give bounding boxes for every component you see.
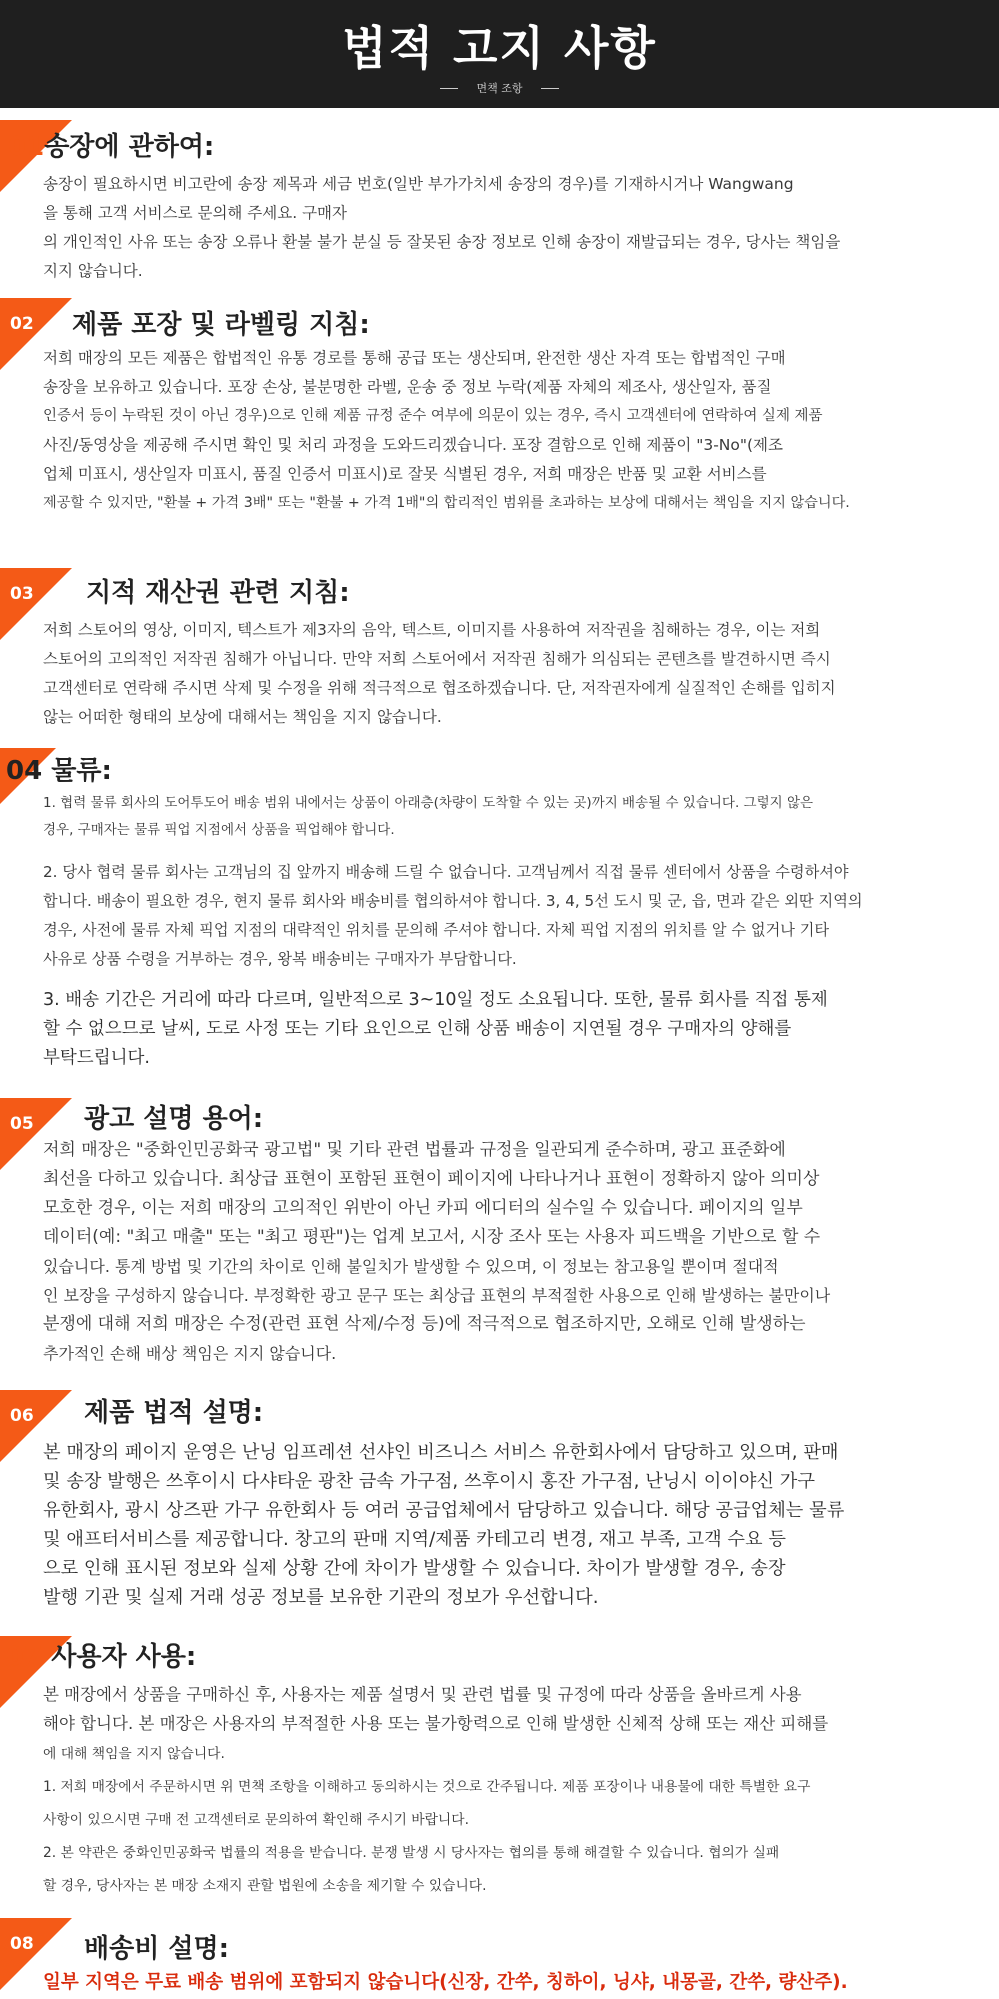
section-heading: 광고 설명 용어: <box>84 1104 264 1134</box>
section-heading: 배송비 설명: <box>84 1934 230 1964</box>
page-subtitle: 면책 조항 <box>476 82 523 95</box>
section-shipping-fee <box>0 1918 999 1999</box>
section-logistics <box>0 748 999 1088</box>
shipping-exclusion-note: 일부 지역은 무료 배송 범위에 포함되지 않습니다(신장, 간쑤, 칭하이, 닝샤, 내몽골, 간쑤, 량산주). <box>43 1972 848 1993</box>
section-number: 02 <box>10 314 34 334</box>
section-body: 저희 매장의 모든 제품은 합법적인 유통 경로를 통해 공급 또는 생산되며, 완전한 생산 자격 또는 합법적인 구매 송장을 보유하고 있습니다. 포장 손상, 불분명한 라벨, 운송 중 정보 누락(제품 자체의 제조사, 생산일자, 품질 인증서 등이 누락된 것이 아닌 경우)으로 인해 제품 규정 준수 여부에 의문이 있는 경우, 즉시 고객센터에 연락하여 실제 제품 사진/동영상을 제공해 주시면 확인 및 처리 과정을 도와드리겠습니다. 포장 결함으로 인해 제품이 "3-No"(제조 업체 미표시, 생산일자 미표시, 품질 인증서 미표시)로 잘못 식별된 경우, 저희 매장은 반품 및 교환 서비스를 제공할 수 있지만, "환불 + 가격 3배" 또는 "환불 + 가격 1배"의 합리적인 범위를 초과하는 보상에 대해서는 책임을 지지 않습니다. <box>43 349 850 511</box>
section-packaging <box>0 298 999 568</box>
page-subtitle-row <box>0 80 999 96</box>
section-body: 본 매장의 페이지 운영은 난닝 임프레션 선샤인 비즈니스 서비스 유한회사에서 담당하고 있으며, 판매 및 송장 발행은 쓰후이시 다샤타운 광찬 금속 가구점, 쓰후이시 홍잔 가구점, 난닝시 이이야신 가구 유한회사, 광시 상즈판 가구 유한회사 등 여러 공급업체에서 담당하고 있습니다. 해당 공급업체는 물류 및 애프터서비스를 제공합니다. 창고의 판매 지역/제품 카테고리 변경, 재고 부족, 고객 수요 등 으로 인해 표시된 정보와 실제 상황 간에 차이가 발생할 수 있습니다. 차이가 발생할 경우, 송장 발행 기관 및 실제 거래 성공 정보를 보유한 기관의 정보가 우선합니다. <box>43 1442 845 1608</box>
page-title: 법적 고지 사항 <box>342 21 657 75</box>
section-body <box>43 1968 981 1997</box>
section-body: 송장이 필요하시면 비고란에 송장 제목과 세금 번호(일반 부가가치세 송장의 경우)를 기재하시거나 Wangwang 을 통해 고객 서비스로 문의해 주세요. 구매자 의 개인적인 사유 또는 송장 오류나 환불 불가 분실 등 잘못된 송장 정보로 인해 송장이 재발급되는 경우, 당사는 책임을 지지 않습니다. <box>43 175 841 280</box>
section-body-1: 1. 협력 물류 회사의 도어투도어 배송 범위 내에서는 상품이 아래층(차량이 도착할 수 있는 곳)까지 배송될 수 있습니다. 그렇지 않은 경우, 구매자는 물류 픽업 지점에서 상품을 픽업해야 합니다. <box>43 795 814 838</box>
section-number: 08 <box>10 1934 34 1954</box>
section-heading: 제품 포장 및 라벨링 지침: <box>72 310 370 340</box>
section-intellectual-property <box>0 568 999 738</box>
page-header <box>0 0 999 108</box>
section-heading: 01송장에 관하여: <box>8 132 215 162</box>
section-product-legal <box>0 1390 999 1630</box>
section-body-2: 2. 당사 협력 물류 회사는 고객님의 집 앞까지 배송해 드릴 수 없습니다. 고객님께서 직접 물류 센터에서 상품을 수령하셔야 합니다. 배송이 필요한 경우, 현지 물류 회사와 배송비를 협의하셔야 합니다. 3, 4, 5선 도시 및 군, 읍, 면과 같은 외딴 지역의 경우, 사전에 물류 자체 픽업 지점의 대략적인 위치를 문의해 주셔야 합니다. 자체 픽업 지점의 위치를 알 수 없거나 기타 사유로 상품 수령을 거부하는 경우, 왕복 배송비는 구매자가 부담합니다. <box>43 863 863 968</box>
section-body: 저희 스토어의 영상, 이미지, 텍스트가 제3자의 음악, 텍스트, 이미지를 사용하여 저작권을 침해하는 경우, 이는 저희 스토어의 고의적인 저작권 침해가 아닙니다. 만약 저희 스토어에서 저작권 침해가 의심되는 콘텐츠를 발견하시면 즉시 고객센터로 연락해 주시면 삭제 및 수정을 위해 적극적으로 협조하겠습니다. 단, 저작권자에게 실질적인 손해를 입히지 않는 어떠한 형태의 보상에 대해서는 책임을 지지 않습니다. <box>43 621 836 726</box>
section-advertising <box>0 1098 999 1388</box>
divider <box>541 88 559 89</box>
divider <box>440 88 458 89</box>
section-heading: 07 사용자 사용: <box>6 1642 197 1672</box>
section-heading: 지적 재산권 관련 지침: <box>86 578 350 608</box>
section-body-2: 에 대해 책임을 지지 않습니다. 1. 저희 매장에서 주문하시면 위 면책 조항을 이해하고 동의하시는 것으로 간주됩니다. 제품 포장이나 내용물에 대한 특별한 요구 사항이 있으시면 구매 전 고객센터로 문의하여 확인해 주시기 바랍니다. 2. 본 약관은 중화인민공화국 법률의 적용을 받습니다. 분쟁 발생 시 당사자는 협의를 통해 해결할 수 있습니다. 협의가 실패 할 경우, 당사자는 본 매장 소재지 관할 법원에 소송을 제기할 수 있습니다. <box>43 1746 811 1894</box>
section-heading: 제품 법적 설명: <box>84 1398 264 1428</box>
section-number: 05 <box>10 1114 34 1134</box>
section-invoice <box>0 120 999 295</box>
section-heading: 04 물류: <box>6 756 112 786</box>
section-body: 저희 매장은 "중화인민공화국 광고법" 및 기타 관련 법률과 규정을 일관되게 준수하며, 광고 표준화에 최선을 다하고 있습니다. 최상급 표현이 포함된 표현이 페이지에 나타나거나 표현이 정확하지 않아 의미상 모호한 경우, 이는 저희 매장의 고의적인 위반이 아닌 카피 에디터의 실수일 수 있습니다. 페이지의 일부 데이터(예: "최고 매출" 또는 "최고 평판")는 업계 보고서, 시장 조사 또는 사용자 피드백을 기반으로 할 수 있습니다. 통계 방법 및 기간의 차이로 인해 불일치가 발생할 수 있으며, 이 정보는 참고용일 뿐이며 절대적 인 보장을 구성하지 않습니다. 부정확한 광고 문구 또는 최상급 표현의 부적절한 사용으로 인해 발생하는 불만이나 분쟁에 대해 저희 매장은 수정(관련 표현 삭제/수정 등)에 적극적으로 협조하지만, 오해로 인해 발생하는 추가적인 손해 배상 책임은 지지 않습니다. <box>43 1140 831 1363</box>
section-number: 06 <box>10 1406 34 1426</box>
section-user-usage <box>0 1636 999 1916</box>
section-body-3: 3. 배송 기간은 거리에 따라 다르며, 일반적으로 3~10일 정도 소요됩니다. 또한, 물류 회사를 직접 통제 할 수 없으므로 날씨, 도로 사정 또는 기타 요인으로 인해 상품 배송이 지연될 경우 구매자의 양해를 부탁드립니다. <box>43 990 828 1068</box>
section-body-1: 본 매장에서 상품을 구매하신 후, 사용자는 제품 설명서 및 관련 법률 및 규정에 따라 상품을 올바르게 사용 해야 합니다. 본 매장은 사용자의 부적절한 사용 또는 불가항력으로 인해 발생한 신체적 상해 또는 재산 피해를 <box>43 1685 829 1733</box>
section-number: 03 <box>10 584 34 604</box>
